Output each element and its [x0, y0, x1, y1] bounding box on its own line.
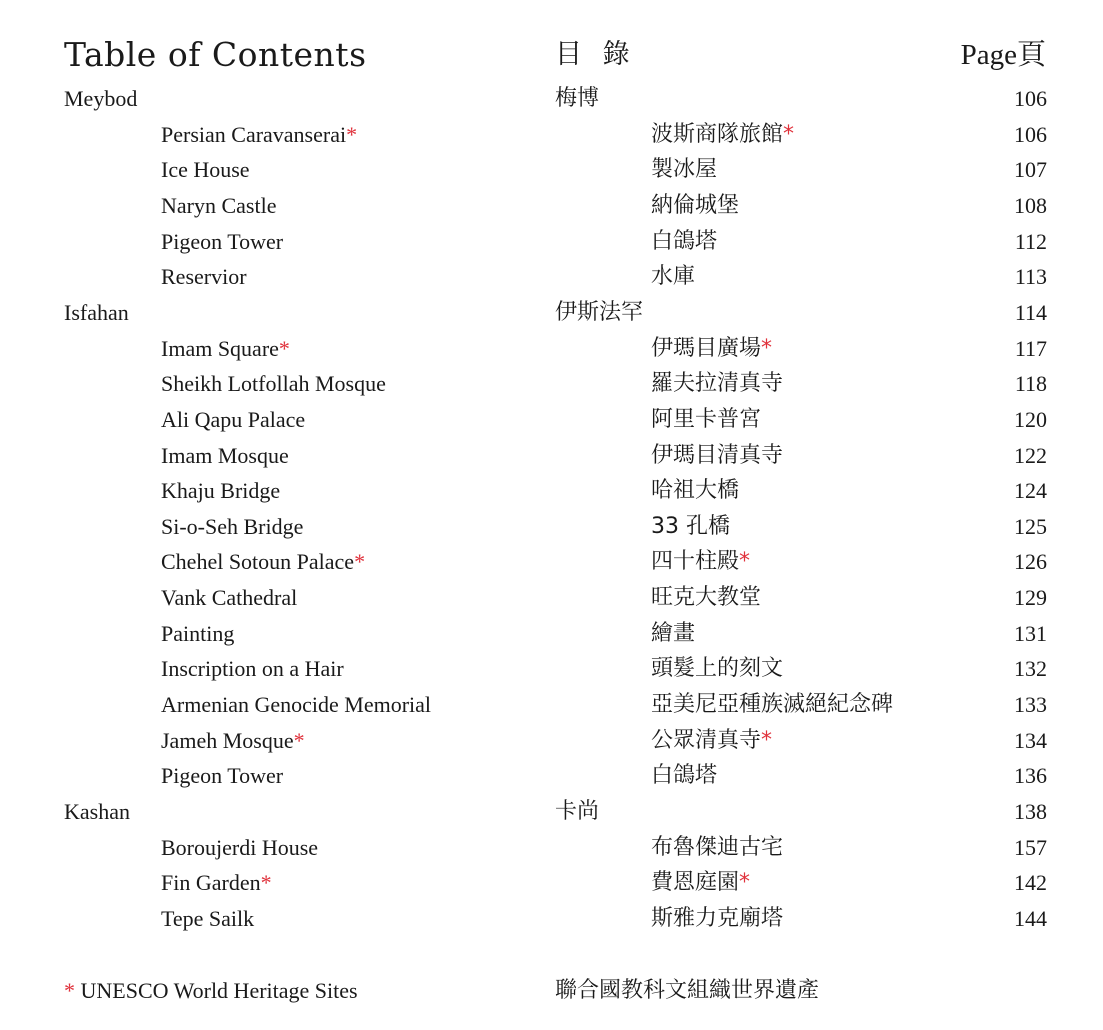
entry-page-number: 157 [1014, 834, 1047, 860]
entry-title-english-text: Pigeon Tower [161, 763, 284, 789]
unesco-star-marker: * [346, 121, 358, 147]
entry-title-chinese-text: 頭髮上的刻文 [651, 656, 784, 682]
entry-title-english [161, 546, 365, 578]
entry-page-number: 144 [1014, 905, 1047, 931]
entry-page-number: 133 [1014, 692, 1047, 718]
entry-title-english-text: Si-o-Seh Bridge [161, 513, 304, 539]
entry-title-english-text: Ice House [161, 157, 250, 183]
toc-entry-row [0, 511, 1103, 543]
entry-title-english-text: Armenian Genocide Memorial [161, 692, 432, 718]
entry-page-number: 126 [1014, 549, 1047, 575]
toc-entry-row [0, 440, 1103, 472]
toc-entry-row [0, 154, 1103, 186]
entry-title-english [161, 725, 305, 757]
entry-title-chinese [651, 867, 750, 899]
entry-title-english [161, 154, 250, 186]
toc-entry-row [0, 582, 1103, 614]
entry-title-english-text: Painting [161, 620, 235, 646]
entry-page-number: 132 [1014, 656, 1047, 682]
unesco-star-marker: * [761, 727, 773, 753]
toc-entry-row [0, 226, 1103, 258]
entry-title-english [161, 226, 283, 258]
entry-title-english [161, 689, 431, 721]
entry-page-number: 117 [1014, 335, 1047, 361]
entry-title-english-text: Naryn Castle [161, 192, 277, 218]
entry-page-number: 122 [1014, 442, 1047, 468]
unesco-star-marker: * [64, 978, 75, 1003]
unesco-star-marker: * [293, 727, 305, 753]
toc-entry-row [0, 832, 1103, 864]
toc-section-row [0, 83, 1103, 115]
entry-title-chinese [651, 903, 783, 935]
entry-title-english [161, 368, 386, 400]
entry-title-chinese-text: 製冰屋 [651, 157, 718, 183]
toc-entry-row [0, 333, 1103, 365]
entry-page-number: 131 [1014, 620, 1047, 646]
entry-title-chinese-text: 伊瑪目清真寺 [651, 442, 784, 468]
entry-title-chinese-text: 伊瑪目廣場 [651, 335, 762, 361]
entry-title-chinese-text: 旺克大教堂 [651, 585, 762, 611]
entry-title-chinese [555, 83, 599, 115]
entry-page-number: 134 [1014, 727, 1047, 753]
entry-page-number: 108 [1014, 192, 1047, 218]
entry-title-chinese-text: 阿里卡普宮 [651, 406, 762, 432]
entry-title-chinese-text: 哈祖大橋 [651, 478, 740, 504]
entry-title-english-text: Reservior [161, 264, 247, 290]
entry-title-chinese [555, 796, 599, 828]
toc-entry-row [0, 903, 1103, 935]
toc-section-row [0, 297, 1103, 329]
entry-title-chinese [651, 653, 783, 685]
entry-page-number: 118 [1014, 371, 1047, 397]
unesco-star-marker: * [354, 549, 366, 575]
entry-title-chinese-text: 費恩庭園 [651, 870, 740, 896]
entry-title-chinese [651, 689, 893, 721]
entry-page-number: 129 [1014, 585, 1047, 611]
entry-title-chinese-text: 斯雅力克廟塔 [651, 905, 784, 931]
entry-page-number: 113 [1014, 264, 1047, 290]
entry-title-chinese-text: 波斯商隊旅館 [651, 121, 784, 147]
entry-title-chinese [555, 297, 643, 329]
entry-page-number: 125 [1014, 513, 1047, 539]
entry-title-english [161, 618, 234, 650]
entry-title-chinese-text: 梅博 [555, 86, 600, 111]
entry-title-english [161, 119, 357, 151]
entry-title-chinese [651, 582, 761, 614]
unesco-star-marker: * [278, 335, 290, 361]
entry-title-english [161, 511, 303, 543]
entry-page-number: 136 [1014, 763, 1047, 789]
entry-page-number: 112 [1014, 228, 1047, 254]
entry-title-english [161, 261, 247, 293]
entry-title-chinese [651, 725, 772, 757]
entry-title-chinese [651, 154, 717, 186]
entry-title-chinese [651, 511, 730, 543]
entry-title-chinese-text: 布魯傑迪古宅 [651, 834, 784, 860]
entry-title-english-text: Kashan [64, 799, 130, 824]
entry-page-number: 138 [1014, 799, 1047, 824]
toc-entry-row [0, 261, 1103, 293]
unesco-star-marker: * [761, 335, 773, 361]
entry-title-english-text: Imam Mosque [161, 442, 289, 468]
entry-title-chinese [651, 368, 783, 400]
unesco-star-marker: * [739, 870, 751, 896]
entry-title-chinese-text: 33 孔橋 [651, 513, 730, 539]
entry-title-chinese-text: 伊斯法罕 [555, 299, 644, 325]
toc-entry-row [0, 760, 1103, 792]
entry-page-number: 106 [1014, 86, 1047, 111]
toc-entry-row [0, 867, 1103, 899]
entry-title-english [161, 903, 254, 935]
entry-title-chinese-text: 亞美尼亞種族滅絕紀念碑 [651, 692, 894, 718]
entry-title-english [161, 653, 344, 685]
toc-entry-row [0, 618, 1103, 650]
toc-entry-row [0, 404, 1103, 436]
entry-title-english [161, 440, 289, 472]
entry-page-number: 120 [1014, 406, 1047, 432]
entry-title-english [161, 832, 318, 864]
entry-title-english-text: Khaju Bridge [161, 478, 281, 504]
unesco-star-marker: * [739, 549, 751, 575]
entry-title-english [161, 404, 305, 436]
toc-entry-row [0, 725, 1103, 757]
entry-title-english-text: Jameh Mosque [161, 727, 294, 753]
entry-title-chinese [651, 618, 695, 650]
entry-title-chinese [651, 440, 783, 472]
toc-entry-row [0, 368, 1103, 400]
entry-title-chinese-text: 白鴿塔 [651, 763, 718, 789]
entry-title-chinese-text: 水庫 [651, 264, 696, 290]
entry-title-chinese [651, 226, 717, 258]
unesco-footnote [0, 975, 1103, 1007]
entry-title-english-text: Ali Qapu Palace [161, 406, 306, 432]
entry-title-english-text: Isfahan [64, 299, 129, 325]
entry-title-english [161, 760, 283, 792]
entry-title-english-text: Pigeon Tower [161, 228, 284, 254]
toc-title-chinese: 目 錄 [555, 39, 636, 70]
page-column-header: Page頁 [960, 39, 1046, 71]
toc-entry-row [0, 653, 1103, 685]
entry-title-english [64, 297, 129, 329]
entry-title-chinese-text: 白鴿塔 [651, 228, 718, 254]
footnote-chinese: 聯合國教科文組織世界遺產 [555, 978, 820, 1003]
entry-title-english [64, 83, 137, 115]
entry-title-chinese [651, 832, 783, 864]
toc-entry-row [0, 475, 1103, 507]
entry-page-number: 142 [1014, 870, 1047, 896]
toc-section-row [0, 796, 1103, 828]
entry-title-chinese [651, 190, 739, 222]
entry-title-english-text: Fin Garden [161, 870, 261, 896]
entry-title-english [161, 582, 297, 614]
entry-title-chinese-text: 納倫城堡 [651, 192, 740, 218]
toc-title-english: Table of Contents [64, 35, 367, 74]
unesco-star-marker: * [783, 121, 795, 147]
entry-page-number: 114 [1014, 299, 1047, 325]
entry-title-english-text: Imam Square [161, 335, 279, 361]
entry-title-chinese [651, 760, 717, 792]
footnote-english [64, 975, 358, 1007]
entry-title-english-text: Tepe Sailk [161, 905, 255, 931]
toc-entry-row [0, 689, 1103, 721]
entry-title-english [161, 190, 276, 222]
entry-title-english [64, 796, 130, 828]
entry-title-chinese [651, 333, 772, 365]
entry-page-number: 124 [1014, 478, 1047, 504]
entry-title-english [161, 475, 280, 507]
entry-page-number: 106 [1014, 121, 1047, 147]
toc-entry-row [0, 546, 1103, 578]
entry-page-number: 107 [1014, 157, 1047, 183]
entry-title-english-text: Persian Caravanserai [161, 121, 347, 147]
entry-title-chinese [651, 546, 750, 578]
toc-entry-row [0, 190, 1103, 222]
entry-title-english [161, 867, 272, 899]
entry-title-english-text: Sheikh Lotfollah Mosque [161, 371, 386, 397]
entry-title-chinese [651, 119, 794, 151]
entry-title-chinese-text: 公眾清真寺 [651, 727, 762, 753]
entry-title-english-text: Inscription on a Hair [161, 656, 344, 682]
entry-title-chinese [651, 261, 695, 293]
entry-title-english-text: Boroujerdi House [161, 834, 319, 860]
entry-title-english-text: Vank Cathedral [161, 585, 298, 611]
footnote-english-text: UNESCO World Heritage Sites [80, 978, 358, 1003]
entry-title-chinese-text: 四十柱殿 [651, 549, 740, 575]
entry-title-chinese-text: 繪畫 [651, 620, 696, 646]
entry-title-chinese-text: 卡尚 [555, 799, 600, 824]
entry-title-chinese [651, 404, 761, 436]
unesco-star-marker: * [260, 870, 272, 896]
toc-entry-row [0, 119, 1103, 151]
entry-title-english-text: Chehel Sotoun Palace [161, 549, 355, 575]
entry-title-english-text: Meybod [64, 86, 138, 111]
entry-title-english [161, 333, 290, 365]
entry-title-chinese-text: 羅夫拉清真寺 [651, 371, 784, 397]
entry-title-chinese [651, 475, 739, 507]
